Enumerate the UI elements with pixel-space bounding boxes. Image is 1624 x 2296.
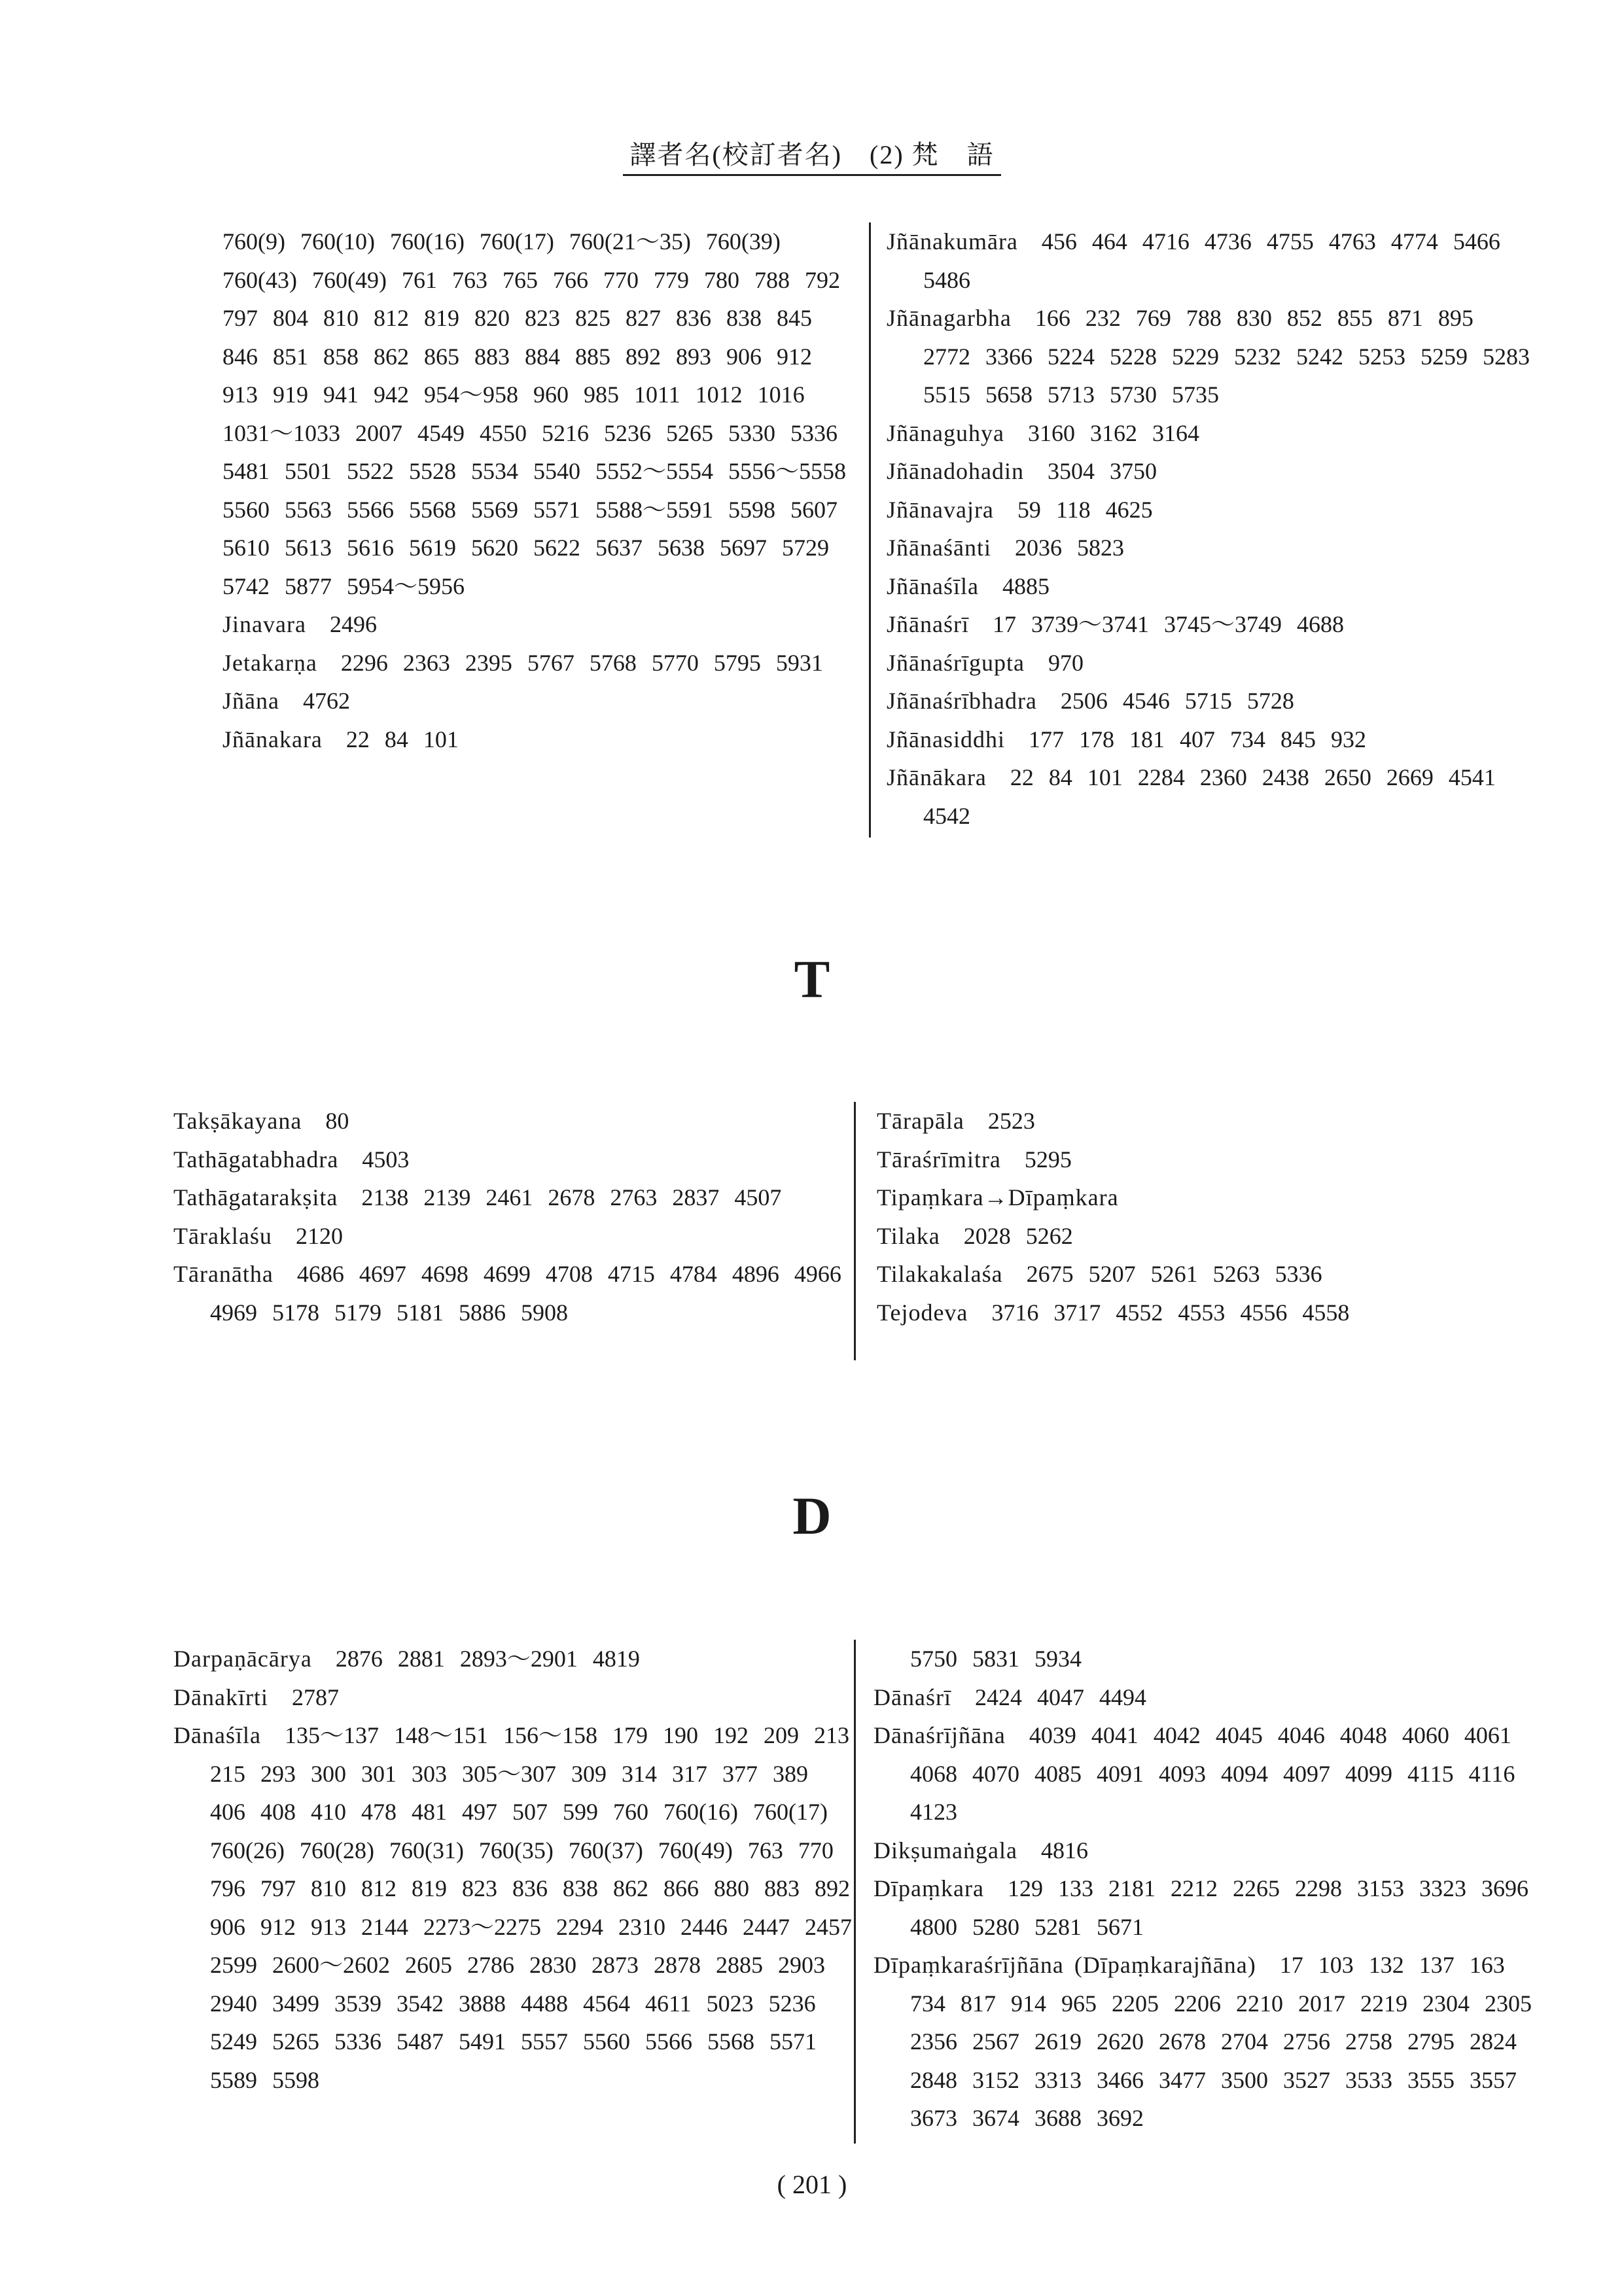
entry-references: 3504 3750 xyxy=(1047,458,1157,484)
entry-references: 3716 3717 4552 4553 4556 4558 xyxy=(991,1299,1350,1326)
left-column xyxy=(173,222,854,758)
page-header xyxy=(0,134,1624,176)
index-entry xyxy=(877,1178,1525,1217)
entry-references: 59 118 4625 xyxy=(1017,496,1153,523)
entry-name: Jñānavajra xyxy=(887,496,994,523)
entry-references: 2028 5262 xyxy=(963,1222,1073,1249)
index-entry xyxy=(877,1102,1525,1140)
entry-references: 80 xyxy=(325,1108,349,1134)
entry-references: 2506 4546 5715 5728 xyxy=(1060,688,1294,714)
entry-references: 4816 xyxy=(1040,1837,1088,1863)
index-entry xyxy=(874,1716,1534,1831)
index-entry xyxy=(887,491,1534,529)
entry-references: 970 xyxy=(1048,649,1084,676)
entry-name: Jñānaśrīgupta xyxy=(887,649,1025,676)
index-entry xyxy=(222,682,854,720)
index-entry xyxy=(222,222,854,605)
entry-name: Jñānadohadin xyxy=(887,458,1024,484)
index-entry xyxy=(173,1716,854,2099)
entry-references: 5295 xyxy=(1024,1146,1072,1173)
index-entry xyxy=(877,1217,1525,1256)
entry-references: 4686 4697 4698 4699 4708 4715 4784 4896 4966 4969 5178 5179 5181 5886 5908 xyxy=(210,1261,841,1326)
index-entry xyxy=(887,758,1534,835)
index-entry xyxy=(173,1255,854,1332)
entry-references: 2424 4047 4494 xyxy=(974,1684,1146,1710)
index-entry xyxy=(887,567,1534,606)
index-entry xyxy=(874,1678,1534,1717)
index-entry xyxy=(874,1946,1534,2138)
index-entry xyxy=(887,644,1534,682)
entry-name: Dikṣumaṅgala xyxy=(874,1837,1017,1863)
entry-name: Tilakakalaśa xyxy=(877,1261,1003,1287)
entry-name: Jñānaśīla xyxy=(887,573,979,599)
entry-references: 4039 4041 4042 4045 4046 4048 4060 4061 4068 4070 4085 4091 4093 4094 4097 4099 4115 4116 4123 xyxy=(910,1722,1515,1825)
left-column xyxy=(173,1640,854,2099)
entry-references: 2496 xyxy=(329,611,377,637)
page-number: ( 201 ) xyxy=(777,2170,847,2199)
entry-references: 2138 2139 2461 2678 2763 2837 4507 xyxy=(361,1184,782,1210)
entry-references: 456 464 4716 4736 4755 4763 4774 5466 5486 xyxy=(923,228,1500,293)
entry-name: Tathāgatabhadra xyxy=(173,1146,339,1173)
index-entry xyxy=(887,414,1534,453)
entry-references: 177 178 181 407 734 845 932 xyxy=(1028,726,1366,752)
right-column xyxy=(877,1102,1525,1332)
entry-name: Tāraklaśu xyxy=(173,1222,272,1249)
index-entry xyxy=(887,452,1534,491)
entry-references: 2876 2881 2893～2901 4819 xyxy=(335,1646,640,1672)
index-entry xyxy=(887,720,1534,759)
index-entry xyxy=(222,605,854,644)
column-divider xyxy=(869,222,871,838)
entry-name: Jñānagarbha xyxy=(887,305,1012,331)
entry-name: Jñānaguhya xyxy=(887,419,1004,446)
entry-name: Tejodeva xyxy=(877,1299,968,1326)
entry-name: Jñānākara xyxy=(887,764,987,790)
right-column xyxy=(874,1640,1534,2138)
entry-references: 17 103 132 137 163 734 817 914 965 2205 2206 2210 2017 2219 2304 2305 2356 2567 2619 2620 2678 2704 2756 2758 2795 2824 2848 3152 3313 3466 3477 3500 3527 3533 3555 3557 3673 3674 3688 3692 xyxy=(910,1952,1532,2131)
entry-name: Takṣākayana xyxy=(173,1108,302,1134)
entry-references: 2675 5207 5261 5263 5336 xyxy=(1026,1261,1322,1287)
left-column xyxy=(173,1102,854,1332)
entry-name: Dānaśrījñāna xyxy=(874,1722,1006,1748)
section-letter-d: D xyxy=(792,1486,832,1545)
entry-references: 4762 xyxy=(302,688,350,714)
index-entry xyxy=(173,1217,854,1256)
entry-name: Tārapāla xyxy=(877,1108,964,1134)
entry-name: Jñānakumāra xyxy=(887,228,1018,255)
entry-name: Tāranātha xyxy=(173,1261,274,1287)
entry-references: 2120 xyxy=(295,1222,343,1249)
entry-references: 5750 5831 5934 xyxy=(910,1646,1082,1672)
entry-references: 3160 3162 3164 xyxy=(1027,419,1199,446)
entry-name: Jñānaśānti xyxy=(887,535,991,561)
entry-name: Tathāgatarakṣita xyxy=(173,1184,338,1210)
index-entry xyxy=(874,1831,1534,1870)
entry-name: Darpaṇācārya xyxy=(173,1646,312,1672)
entry-name: Jetakarṇa xyxy=(222,649,317,676)
index-entry xyxy=(173,1140,854,1179)
section-d xyxy=(173,1640,1534,2150)
entry-references: 2296 2363 2395 5767 5768 5770 5795 5931 xyxy=(340,649,823,676)
index-entry xyxy=(222,644,854,682)
index-entry xyxy=(887,299,1534,414)
entry-references: 2036 5823 xyxy=(1014,535,1124,561)
index-entry xyxy=(887,529,1534,567)
entry-references: 2787 xyxy=(291,1684,339,1710)
entry-references: 4503 xyxy=(362,1146,410,1173)
entry-name: Jñānaśrībhadra xyxy=(887,688,1037,714)
entry-name: Jñāna xyxy=(222,688,279,714)
entry-name: Dānaśrī xyxy=(874,1684,951,1710)
section-letter-t: T xyxy=(794,949,830,1009)
entry-name: Tilaka xyxy=(877,1222,940,1249)
section-j xyxy=(173,222,1534,844)
header-title: 譯者名(校訂者名) (2) 梵 語 xyxy=(623,134,1000,176)
entry-references: 166 232 769 788 830 852 855 871 895 2772 3366 5224 5228 5229 5232 5242 5253 5259 5283 5515 5658 5713 5730 5735 xyxy=(923,305,1530,408)
entry-name: Jñānaśrī xyxy=(887,611,969,637)
entry-references: 22 84 101 2284 2360 2438 2650 2669 4541 4542 xyxy=(923,764,1496,829)
entry-references: 2523 xyxy=(987,1108,1035,1134)
index-entry xyxy=(222,720,854,759)
entry-references: 22 84 101 xyxy=(345,726,459,752)
entry-references: 4885 xyxy=(1002,573,1050,599)
entry-references: 17 3739～3741 3745～3749 4688 xyxy=(992,611,1344,637)
entry-references: 135～137 148～151 156～158 179 190 192 209 213 215 293 300 301 303 305～307 309 314 317 377 389 406 408 410 478 481 497 507 599 760 760(16) 760(17) 760(26) 760(28) 760(31) 760(35) 760(37) 760(49) 763 770 796 797 810 812 819 823 836 838 862 866 880 883 892 906 912 913 2144 2273～2275 2294 2310 2446 2447 2457 2599 2600～2602 2605 2786 2830 2873 2878 2885 2903 2940 3499 3539 3542 3888 4488 4564 4611 5023 5236 5249 5265 5336 5487 5491 5557 5560 5566 5568 5571 5589 5598 xyxy=(210,1722,852,2093)
column-divider xyxy=(854,1102,856,1360)
entry-name: Tipaṃkara→Dīpaṃkara xyxy=(877,1184,1119,1210)
index-entry xyxy=(173,1640,854,1678)
index-entry xyxy=(887,605,1534,644)
entry-name: Tāraśrīmitra xyxy=(877,1146,1001,1173)
index-entry xyxy=(874,1640,1534,1678)
right-column xyxy=(887,222,1534,835)
entry-name: Dīpaṃkaraśrījñāna (Dīpaṃkarajñāna) xyxy=(874,1952,1256,1978)
index-entry xyxy=(887,682,1534,720)
index-entry xyxy=(173,1102,854,1140)
index-entry xyxy=(877,1294,1525,1332)
entry-name: Dānaśīla xyxy=(173,1722,261,1748)
index-entry xyxy=(877,1255,1525,1294)
index-entry xyxy=(173,1678,854,1717)
entry-name: Jñānasiddhi xyxy=(887,726,1005,752)
entry-name: Jñānakara xyxy=(222,726,323,752)
entry-name: Dānakīrti xyxy=(173,1684,268,1710)
entry-references: 129 133 2181 2212 2265 2298 3153 3323 3696 4800 5280 5281 5671 xyxy=(910,1875,1528,1940)
index-entry xyxy=(887,222,1534,299)
column-divider xyxy=(854,1640,856,2144)
entry-references: 760(9) 760(10) 760(16) 760(17) 760(21～35) 760(39) 760(43) 760(49) 761 763 765 766 770 779 780 788 792 797 804 810 812 819 820 823 825 827 836 838 845 846 851 858 862 865 883 884 885 892 893 906 912 913 919 941 942 954～958 960 985 1011 1012 1016 1031～1033 2007 4549 4550 5216 5236 5265 5330 5336 5481 5501 5522 5528 5534 5540 5552～5554 5556～5558 5560 5563 5566 5568 5569 5571 5588～5591 5598 5607 5610 5613 5616 5619 5620 5622 5637 5638 5697 5729 5742 5877 5954～5956 xyxy=(222,228,846,599)
section-t xyxy=(173,1102,1534,1377)
index-entry xyxy=(874,1869,1534,1946)
index-entry xyxy=(173,1178,854,1217)
entry-name: Jinavara xyxy=(222,611,306,637)
entry-name: Dīpaṃkara xyxy=(874,1875,984,1901)
index-entry xyxy=(877,1140,1525,1179)
